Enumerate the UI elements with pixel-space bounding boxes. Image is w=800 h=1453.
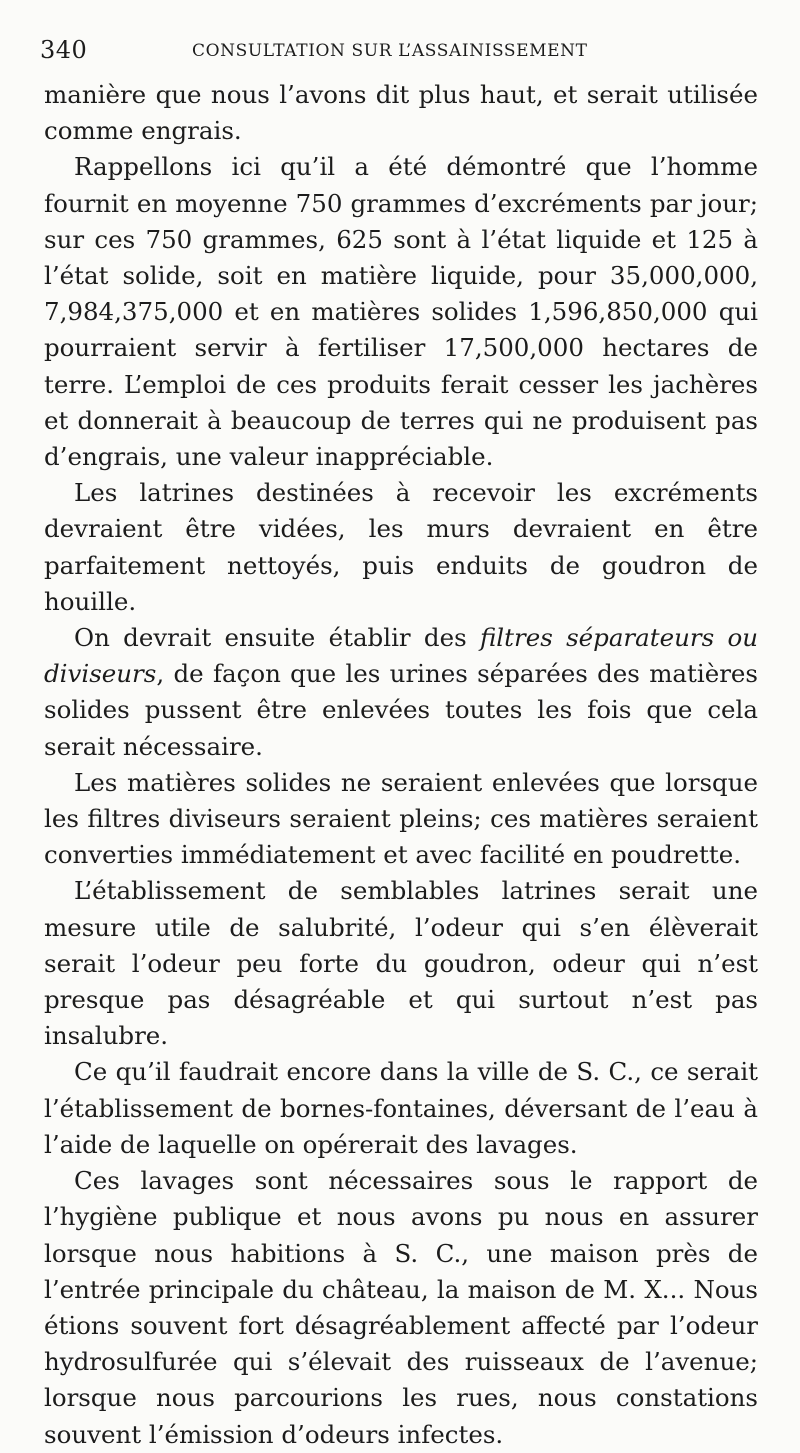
page-number: 340: [40, 36, 88, 64]
paragraph-excrement-figures: Rappellons ici qu’il a été démontré que l’homme fournit en moyenne 750 grammes d’excréments par jour; sur ces 750 grammes, 625 sont à l’état liquide et 125 à l’état solide, soit en matière liquide, pour 35,000,000, 7,984,375,000 et en matières solides 1,596,850,000 qui pourraient servir à fertiliser 17,500,000 hectares de terre. L’emploi de ces produits ferait cesser les jachères et donnerait à beaucoup de terres qui ne produisent pas d’engrais, une valeur inappréciable.: [44, 152, 758, 472]
paragraph-salubrity: L’établissement de semblables latrines serait une mesure utile de salubrité, l’odeur qui s’en élèverait serait l’odeur peu forte du goudron, odeur qui n’est presque pas désagréable et qui surtout n’est pas insalubre.: [44, 876, 758, 1051]
paragraph-filters: [44, 620, 758, 765]
filters-text-before: On devrait ensuite établir des: [74, 623, 480, 653]
paragraph-continuation: manière que nous l’avons dit plus haut, et serait utilisée comme engrais.: [44, 80, 758, 146]
filters-italic-term: filtres séparateurs ou diviseurs: [44, 623, 758, 689]
paragraph-fountains: Ce qu’il faudrait encore dans la ville de S. C., ce serait l’établissement de bornes-fontaines, déversant de l’eau à l’aide de laquelle on opérerait des lavages.: [44, 1057, 758, 1159]
filters-text-after: , de façon que les urines séparées des matières solides pussent être enlevées toutes les fois que cela serait nécessaire.: [44, 659, 758, 761]
running-title: CONSULTATION SUR L’ASSAINISSEMENT: [192, 41, 588, 61]
body-text: [44, 77, 758, 1453]
paragraph-solid-matter: Les matières solides ne seraient enlevées que lorsque les filtres diviseurs seraient pleins; ces matières seraient converties immédiatement et avec facilité en poudrette.: [44, 767, 758, 870]
paragraph-washing: Ces lavages sont nécessaires sous le rapport de l’hygiène publique et nous avons pu nous en assurer lorsque nous habitions à S. C., une maison près de l’entrée principale du château, la maison de M. X... Nous étions souvent fort désagréablement affecté par l’odeur hydrosulfurée qui s’élevait des ruisseaux de l’avenue; lorsque nous parcourions les rues, nous constations souvent l’émission d’odeurs infectes.: [44, 1166, 758, 1449]
paragraph-latrine-cleaning: Les latrines destinées à recevoir les excréments devraient être vidées, les murs devraient en être parfaitement nettoyés, puis enduits de goudron de houille.: [44, 478, 758, 616]
page-header: [40, 32, 760, 68]
